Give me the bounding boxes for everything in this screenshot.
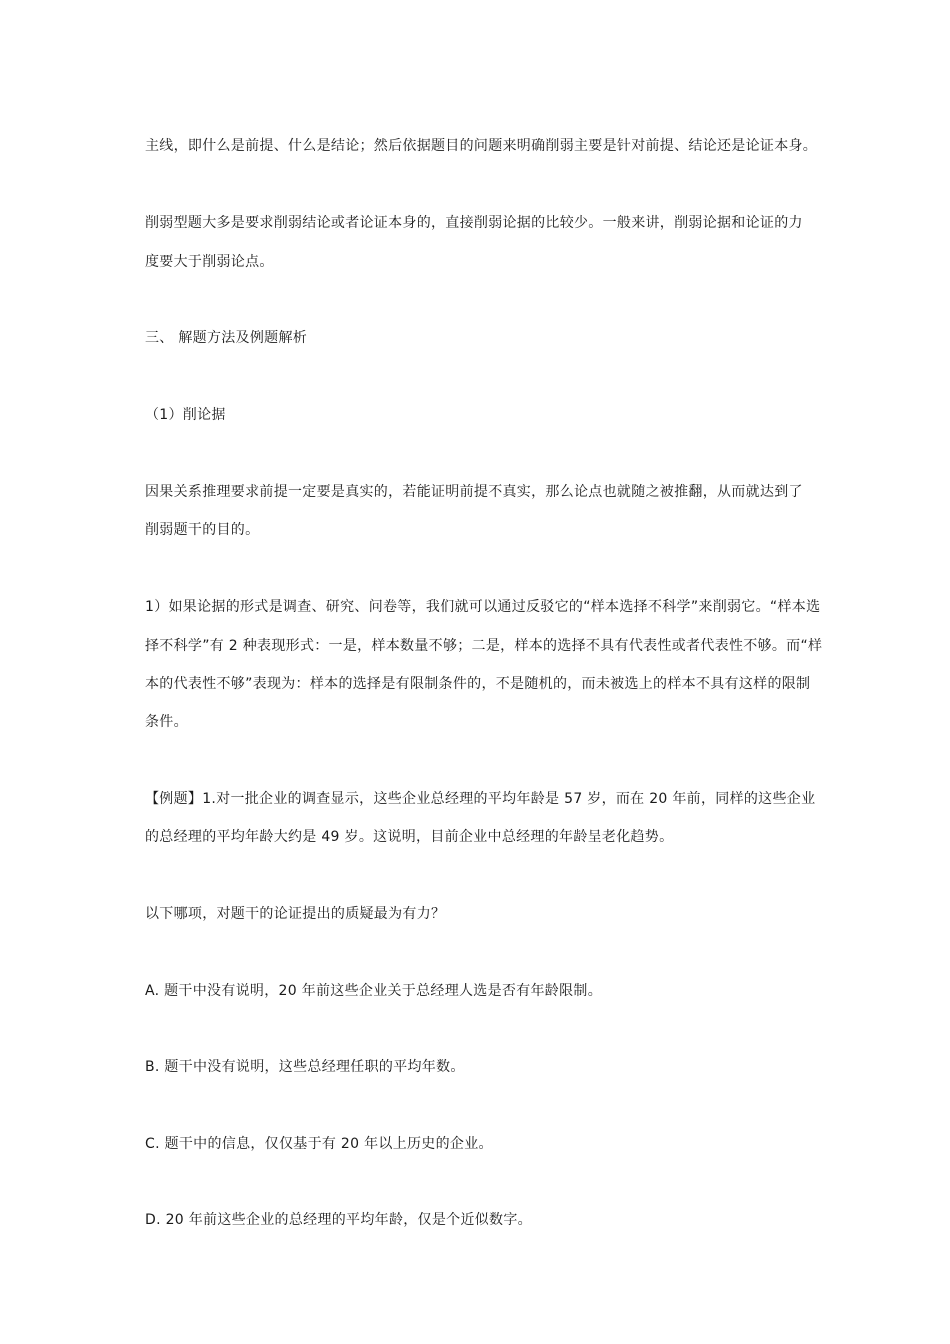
option-b: B. 题干中没有说明，这些总经理任职的平均年数。	[145, 1059, 465, 1075]
option-d: D. 20 年前这些企业的总经理的平均年龄，仅是个近似数字。	[145, 1212, 532, 1228]
question-text: 以下哪项，对题干的论证提出的质疑最为有力？	[145, 906, 446, 922]
paragraph-3-line-1: 因果关系推理要求前提一定要是真实的，若能证明前提不真实，那么论点也就随之被推翻，从而就达到了	[145, 484, 803, 500]
paragraph-1-line-1: 主线，即什么是前提、什么是结论；然后依据题目的问题来明确削弱主要是针对前提、结论还是论证本身。	[145, 138, 818, 154]
section-heading: 三、 解题方法及例题解析	[145, 330, 308, 346]
paragraph-4-line-1: 1）如果论据的形式是调查、研究、问卷等，我们就可以通过反驳它的“样本选择不科学”来削弱它。“样本选	[145, 599, 821, 615]
paragraph-4-line-3: 本的代表性不够”表现为：样本的选择是有限制条件的，不是随机的，而未被选上的样本不具有这样的限制	[145, 676, 811, 692]
sub-heading: （1）削论据	[145, 407, 226, 423]
paragraph-2-line-1: 削弱型题大多是要求削弱结论或者论证本身的，直接削弱论据的比较少。一般来讲，削弱论据和论证的力	[145, 215, 803, 231]
example-line-2: 的总经理的平均年龄大约是 49 岁。这说明，目前企业中总经理的年龄呈老化趋势。	[145, 829, 674, 845]
paragraph-4-line-2: 择不科学”有 2 种表现形式：一是，样本数量不够；二是，样本的选择不具有代表性或者代表性不够。而“样	[145, 638, 823, 654]
option-c: C. 题干中的信息，仅仅基于有 20 年以上历史的企业。	[145, 1136, 493, 1152]
paragraph-4-line-4: 条件。	[145, 714, 188, 730]
example-line-1: 【例题】1.对一批企业的调查显示，这些企业总经理的平均年龄是 57 岁，而在 20 年前，同样的这些企业	[145, 791, 816, 807]
paragraph-2-line-2: 度要大于削弱论点。	[145, 254, 274, 270]
option-a: A. 题干中没有说明，20 年前这些企业关于总经理人选是否有年龄限制。	[145, 983, 602, 999]
paragraph-3-line-2: 削弱题干的目的。	[145, 522, 260, 538]
